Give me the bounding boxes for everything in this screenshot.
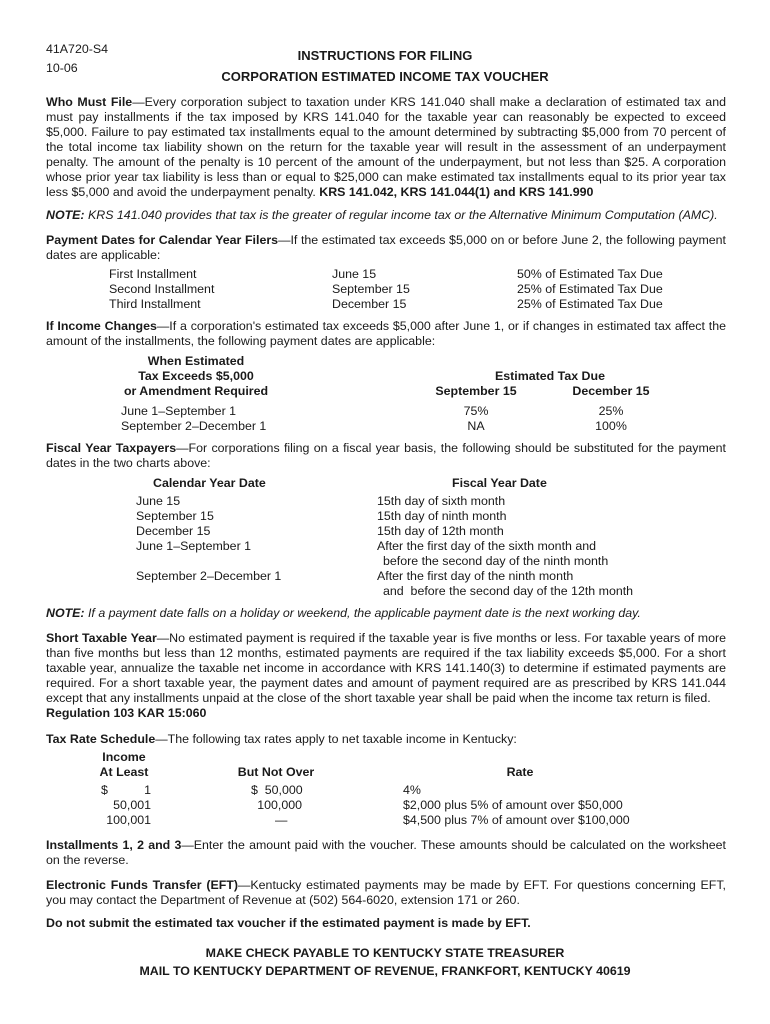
dec-cell: 25% <box>598 404 624 418</box>
fiscal-date-cell: 15th day of sixth month <box>377 494 506 508</box>
installment-date: December 15 <box>332 297 407 311</box>
col-when-estimated: When Estimated <box>147 354 245 368</box>
who-must-file-statutes: KRS 141.042, KRS 141.044(1) and KRS 141.990 <box>319 185 594 199</box>
note-amc <box>46 208 726 223</box>
rate-schedule-heading: Tax Rate Schedule <box>46 732 156 746</box>
who-must-file-text: —Every corporation subject to taxation under KRS 141.040 shall make a declaration of estimated tax and must pay installments if the tax imposed by KRS 141.040 for the taxable year can reasonably be expected to exceed $5,000. Failure to pay estimated tax installments equal to the amount determined by subtracting $5,000 from 70 percent of the total income tax liability shown on the return for the taxable year will result in the assessment of an underpayment penalty. The amount of the penalty is 10 percent of the amount of the underpayment, but not less than $25. A corporation whose prior year tax liability is less than or equal to $25,000 can make estimated tax installments equal to its prior year tax less $5,000 and avoid the underpayment penalty. <box>46 95 726 199</box>
note-holiday <box>46 606 726 621</box>
col-rate: Rate <box>506 765 534 779</box>
income-changes-text: —If a corporation's estimated tax exceeds $5,000 after June 1, or if changes in estimated tax affect the amount of the installments, the following payment dates are applicable: <box>46 319 726 348</box>
payment-dates-heading: Payment Dates for Calendar Year Filers <box>46 233 279 247</box>
note-holiday-text: If a payment date falls on a holiday or weekend, the applicable payment date is the next working day. <box>84 606 641 620</box>
col-income: Income <box>102 750 146 764</box>
installments-heading: Installments 1, 2 and 3 <box>46 838 182 852</box>
at-least-cell: 100,001 <box>106 813 151 827</box>
installment-percent: 50% of Estimated Tax Due <box>517 267 663 281</box>
not-over-cell: 100,000 <box>257 798 302 812</box>
installment-date: September 15 <box>332 282 410 296</box>
calendar-date-cell: September 2–December 1 <box>136 569 282 583</box>
calendar-date-cell: June 15 <box>136 494 181 508</box>
title-line-2: CORPORATION ESTIMATED INCOME TAX VOUCHER <box>221 69 549 84</box>
short-year-regulation: Regulation 103 KAR 15:060 <box>46 706 207 720</box>
at-least-cell: 1 <box>144 783 151 797</box>
col-but-not-over: But Not Over <box>237 765 315 779</box>
short-year-paragraph <box>46 631 726 721</box>
col-tax-exceeds: Tax Exceeds $5,000 <box>138 369 254 383</box>
who-must-file-heading: Who Must File <box>46 95 133 109</box>
fiscal-date-cell: After the first day of the ninth month <box>377 569 574 583</box>
installment-percent: 25% of Estimated Tax Due <box>517 282 663 296</box>
col-calendar-year-date: Calendar Year Date <box>153 476 266 490</box>
footer-payable: MAKE CHECK PAYABLE TO KENTUCKY STATE TREASURER <box>205 946 565 960</box>
fiscal-date-cell-continued: and before the second day of the 12th month <box>383 584 634 598</box>
col-amendment: or Amendment Required <box>123 384 269 398</box>
note-amc-label: NOTE: <box>46 208 85 222</box>
fiscal-date-cell: After the first day of the sixth month and <box>377 539 597 553</box>
eft-heading: Electronic Funds Transfer (EFT) <box>46 878 239 892</box>
eft-text: —Kentucky estimated payments may be made by EFT. For questions concerning EFT, you may contact the Department of Revenue at (502) 564-6020, extension 171 or 260. <box>46 878 726 907</box>
note-holiday-label: NOTE: <box>46 606 85 620</box>
installments-paragraph <box>46 838 726 868</box>
income-changes-paragraph <box>46 319 726 349</box>
currency-cell: $ <box>101 783 108 797</box>
col-fiscal-year-date: Fiscal Year Date <box>452 476 547 490</box>
note-amc-text: KRS 141.040 provides that tax is the greater of regular income tax or the Alternative Minimum Computation (AMC). <box>84 208 718 222</box>
payment-dates-paragraph <box>46 233 726 263</box>
payment-dates-text: —If the estimated tax exceeds $5,000 on or before June 2, the following payment dates are applicable: <box>46 233 726 262</box>
title-line-1: INSTRUCTIONS FOR FILING <box>297 48 473 63</box>
installment-label: First Installment <box>109 267 197 281</box>
rate-schedule-paragraph <box>46 732 726 747</box>
calendar-date-cell: June 1–September 1 <box>136 539 252 553</box>
installment-date: June 15 <box>332 267 377 281</box>
col-estimated-tax-due: Estimated Tax Due <box>495 369 605 383</box>
period-cell: June 1–September 1 <box>121 404 237 418</box>
installment-percent: 25% of Estimated Tax Due <box>517 297 663 311</box>
at-least-cell: 50,001 <box>113 798 151 812</box>
rate-cell: 4% <box>403 783 421 797</box>
not-over-cell: — <box>275 813 288 827</box>
form-number: 41A720-S4 <box>46 42 109 56</box>
income-changes-heading: If Income Changes <box>46 319 157 333</box>
fiscal-year-paragraph <box>46 441 726 471</box>
sep-cell: NA <box>467 419 485 433</box>
short-year-text: —No estimated payment is required if the taxable year is five months or less. For taxable years of more than five months but less than 12 months, estimated payments are required if the tax liability exceeds $5,000. For a short taxable year, annualize the taxable net income in accordance with KRS 141.140(3) to determine if estimated payments are required. For a short taxable year, the payment dates and amount of payment required are as prescribed by KRS 141.044 except that any installments unpaid at the close of the short taxable year shall be paid when the income tax return is filed. <box>46 631 727 705</box>
fiscal-date-cell: 15th day of ninth month <box>377 509 507 523</box>
who-must-file-paragraph <box>46 95 726 200</box>
form-date: 10-06 <box>46 61 78 75</box>
short-year-heading: Short Taxable Year <box>46 631 157 645</box>
col-at-least: At Least <box>99 765 149 779</box>
sep-cell: 75% <box>463 404 489 418</box>
not-over-cell: $ 50,000 <box>251 783 303 797</box>
eft-warning: Do not submit the estimated tax voucher if the estimated payment is made by EFT. <box>46 916 531 930</box>
calendar-date-cell: December 15 <box>136 524 211 538</box>
calendar-date-cell: September 15 <box>136 509 214 523</box>
col-september-15: September 15 <box>435 384 517 398</box>
installments-text: —Enter the amount paid with the voucher. These amounts should be calculated on the worksheet on the reverse. <box>46 838 726 867</box>
rate-schedule-text: —The following tax rates apply to net taxable income in Kentucky: <box>155 732 517 746</box>
fiscal-year-text: —For corporations filing on a fiscal year basis, the following should be substituted for the payment dates in the two charts above: <box>46 441 726 470</box>
eft-paragraph <box>46 878 726 908</box>
col-december-15: December 15 <box>572 384 650 398</box>
dec-cell: 100% <box>595 419 627 433</box>
fiscal-date-cell-continued: before the second day of the ninth month <box>383 554 609 568</box>
rate-cell: $4,500 plus 7% of amount over $100,000 <box>403 813 630 827</box>
footer-mail-to: MAIL TO KENTUCKY DEPARTMENT OF REVENUE, FRANKFORT, KENTUCKY 40619 <box>139 964 631 978</box>
period-cell: September 2–December 1 <box>121 419 267 433</box>
installment-label: Second Installment <box>109 282 215 296</box>
fiscal-date-cell: 15th day of 12th month <box>377 524 504 538</box>
installment-label: Third Installment <box>109 297 201 311</box>
fiscal-year-heading: Fiscal Year Taxpayers <box>46 441 177 455</box>
rate-cell: $2,000 plus 5% of amount over $50,000 <box>403 798 623 812</box>
